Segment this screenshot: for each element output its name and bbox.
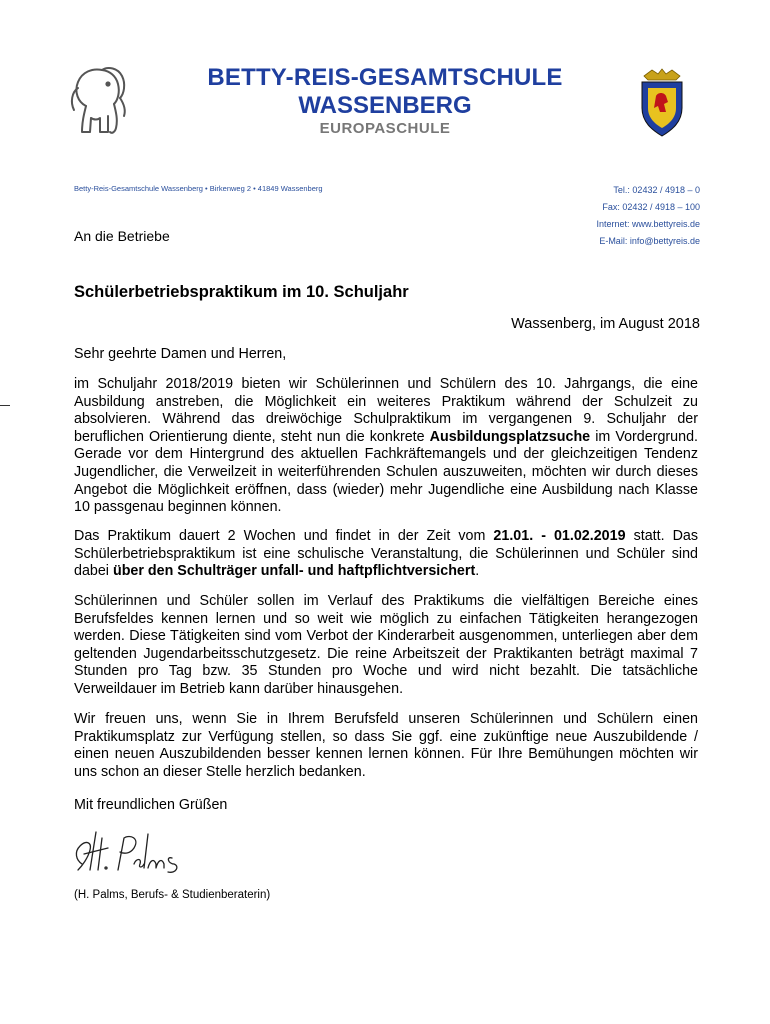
signature [68, 824, 198, 878]
recipient: An die Betriebe [74, 228, 170, 244]
paragraph-2-text-b: statt. Das Schülerbetriebspraktikum ist eine schulische Veranstaltung, die Schülerinnen und Schüler sind dabei [74, 528, 699, 580]
school-subtitle: EUROPASCHULE [319, 120, 451, 137]
coat-of-arms [638, 68, 686, 138]
paragraph-2-text-a: Das Praktikum dauert 2 Wochen und findet in der Zeit vom [74, 528, 494, 544]
paragraph-2-bold-insurance: über den Schulträger unfall- und haftpflichtversichert [112, 563, 476, 580]
school-name-line2: WASSENBERG [298, 92, 472, 119]
salutation: Sehr geehrte Damen und Herren, [74, 346, 287, 362]
closing: Mit freundlichen Grüßen [74, 797, 228, 813]
school-name-line1: BETTY-REIS-GESAMTSCHULE [207, 64, 563, 91]
paragraph-2-bold-dates: 21.01. - 01.02.2019 [493, 528, 626, 544]
paragraph-3: Schülerinnen und Schüler sollen im Verlauf des Praktikums die vielfältigen Bereiche eines Berufsfeldes kennen lernen und so weit wie möglich zu einfachen Tätigkeiten herangezogen werden. Diese Tätigkeiten sind vom Verbot der Kinderarbeit ausgenommen, unterliegen aber dem geltenden Jugendarbeitsschutzgesetz. Die reine Arbeitszeit der Praktikanten beträgt maximal 7 Stunden pro Tag bzw. 35 Stunden pro Woche und wird nicht bezahlt. Die tatsächliche Verweildauer im Betrieb kann darüber hinausgehen. [74, 593, 698, 697]
contact-fax: Fax: 02432 / 4918 – 100 [602, 202, 700, 212]
paragraph-1-bold: Ausbildungsplatzsuche [429, 428, 591, 445]
paragraph-4: Wir freuen uns, wenn Sie in Ihrem Berufsfeld unseren Schülerinnen und Schülern einen Praktikumsplatz zur Verfügung stellen, so dass Sie ggf. eine zukünftige neue Auszubildende / einen neuen Auszubildenden besser kennen lernen können. Für Ihre Bemühungen möchten wir uns schon an dieser Stelle herzlich bedanken. [74, 711, 698, 780]
paragraph-1-text-b: im Vordergrund. Gerade vor dem Hintergrund des aktuellen Fachkräftemangels und der gleichzeitigen Tendenz Jugendlicher, die Verweilzeit in weiterführenden Schulen auszuweiten, möchten wir durch dieses Angebot die Möglichkeit eröffnen, dass (wieder) mehr Jugendliche eine Ausbildung nach Klasse 10 passgenau beginnen können. [74, 428, 698, 516]
contact-email: E-Mail: info@bettyreis.de [599, 236, 700, 246]
contact-block [596, 182, 700, 250]
elephant-logo [64, 62, 136, 142]
coat-of-arms-icon [638, 68, 686, 138]
paragraph-2-text-c: . [475, 563, 480, 580]
paragraph-1-text-a: im Schuljahr 2018/2019 bieten wir Schülerinnen und Schülern des 10. Jahrgangs, die eine Ausbildung anstreben, die Möglichkeit ein weiteres Praktikum während der Schulzeit zu absolvieren. Während das dreiwöchige Schulpraktikum im vergangenen 9. Schuljahr der beruflichen Orientierung diente, steht nun die konkrete [74, 376, 698, 445]
signature-icon [68, 824, 198, 878]
date-line: Wassenberg, im August 2018 [511, 316, 700, 332]
paragraph-2 [74, 528, 698, 581]
signature-caption: (H. Palms, Berufs- & Studienberaterin) [74, 889, 271, 901]
elephant-icon [64, 62, 136, 142]
paragraph-1 [74, 376, 698, 517]
sender-address-line: Betty-Reis-Gesamtschule Wassenberg • Birkenweg 2 • 41849 Wassenberg [74, 184, 323, 193]
fold-mark [0, 405, 10, 406]
contact-internet: Internet: www.bettyreis.de [596, 219, 700, 229]
letter-subject: Schülerbetriebspraktikum im 10. Schuljahr [74, 283, 409, 301]
contact-tel: Tel.: 02432 / 4918 – 0 [613, 185, 700, 195]
